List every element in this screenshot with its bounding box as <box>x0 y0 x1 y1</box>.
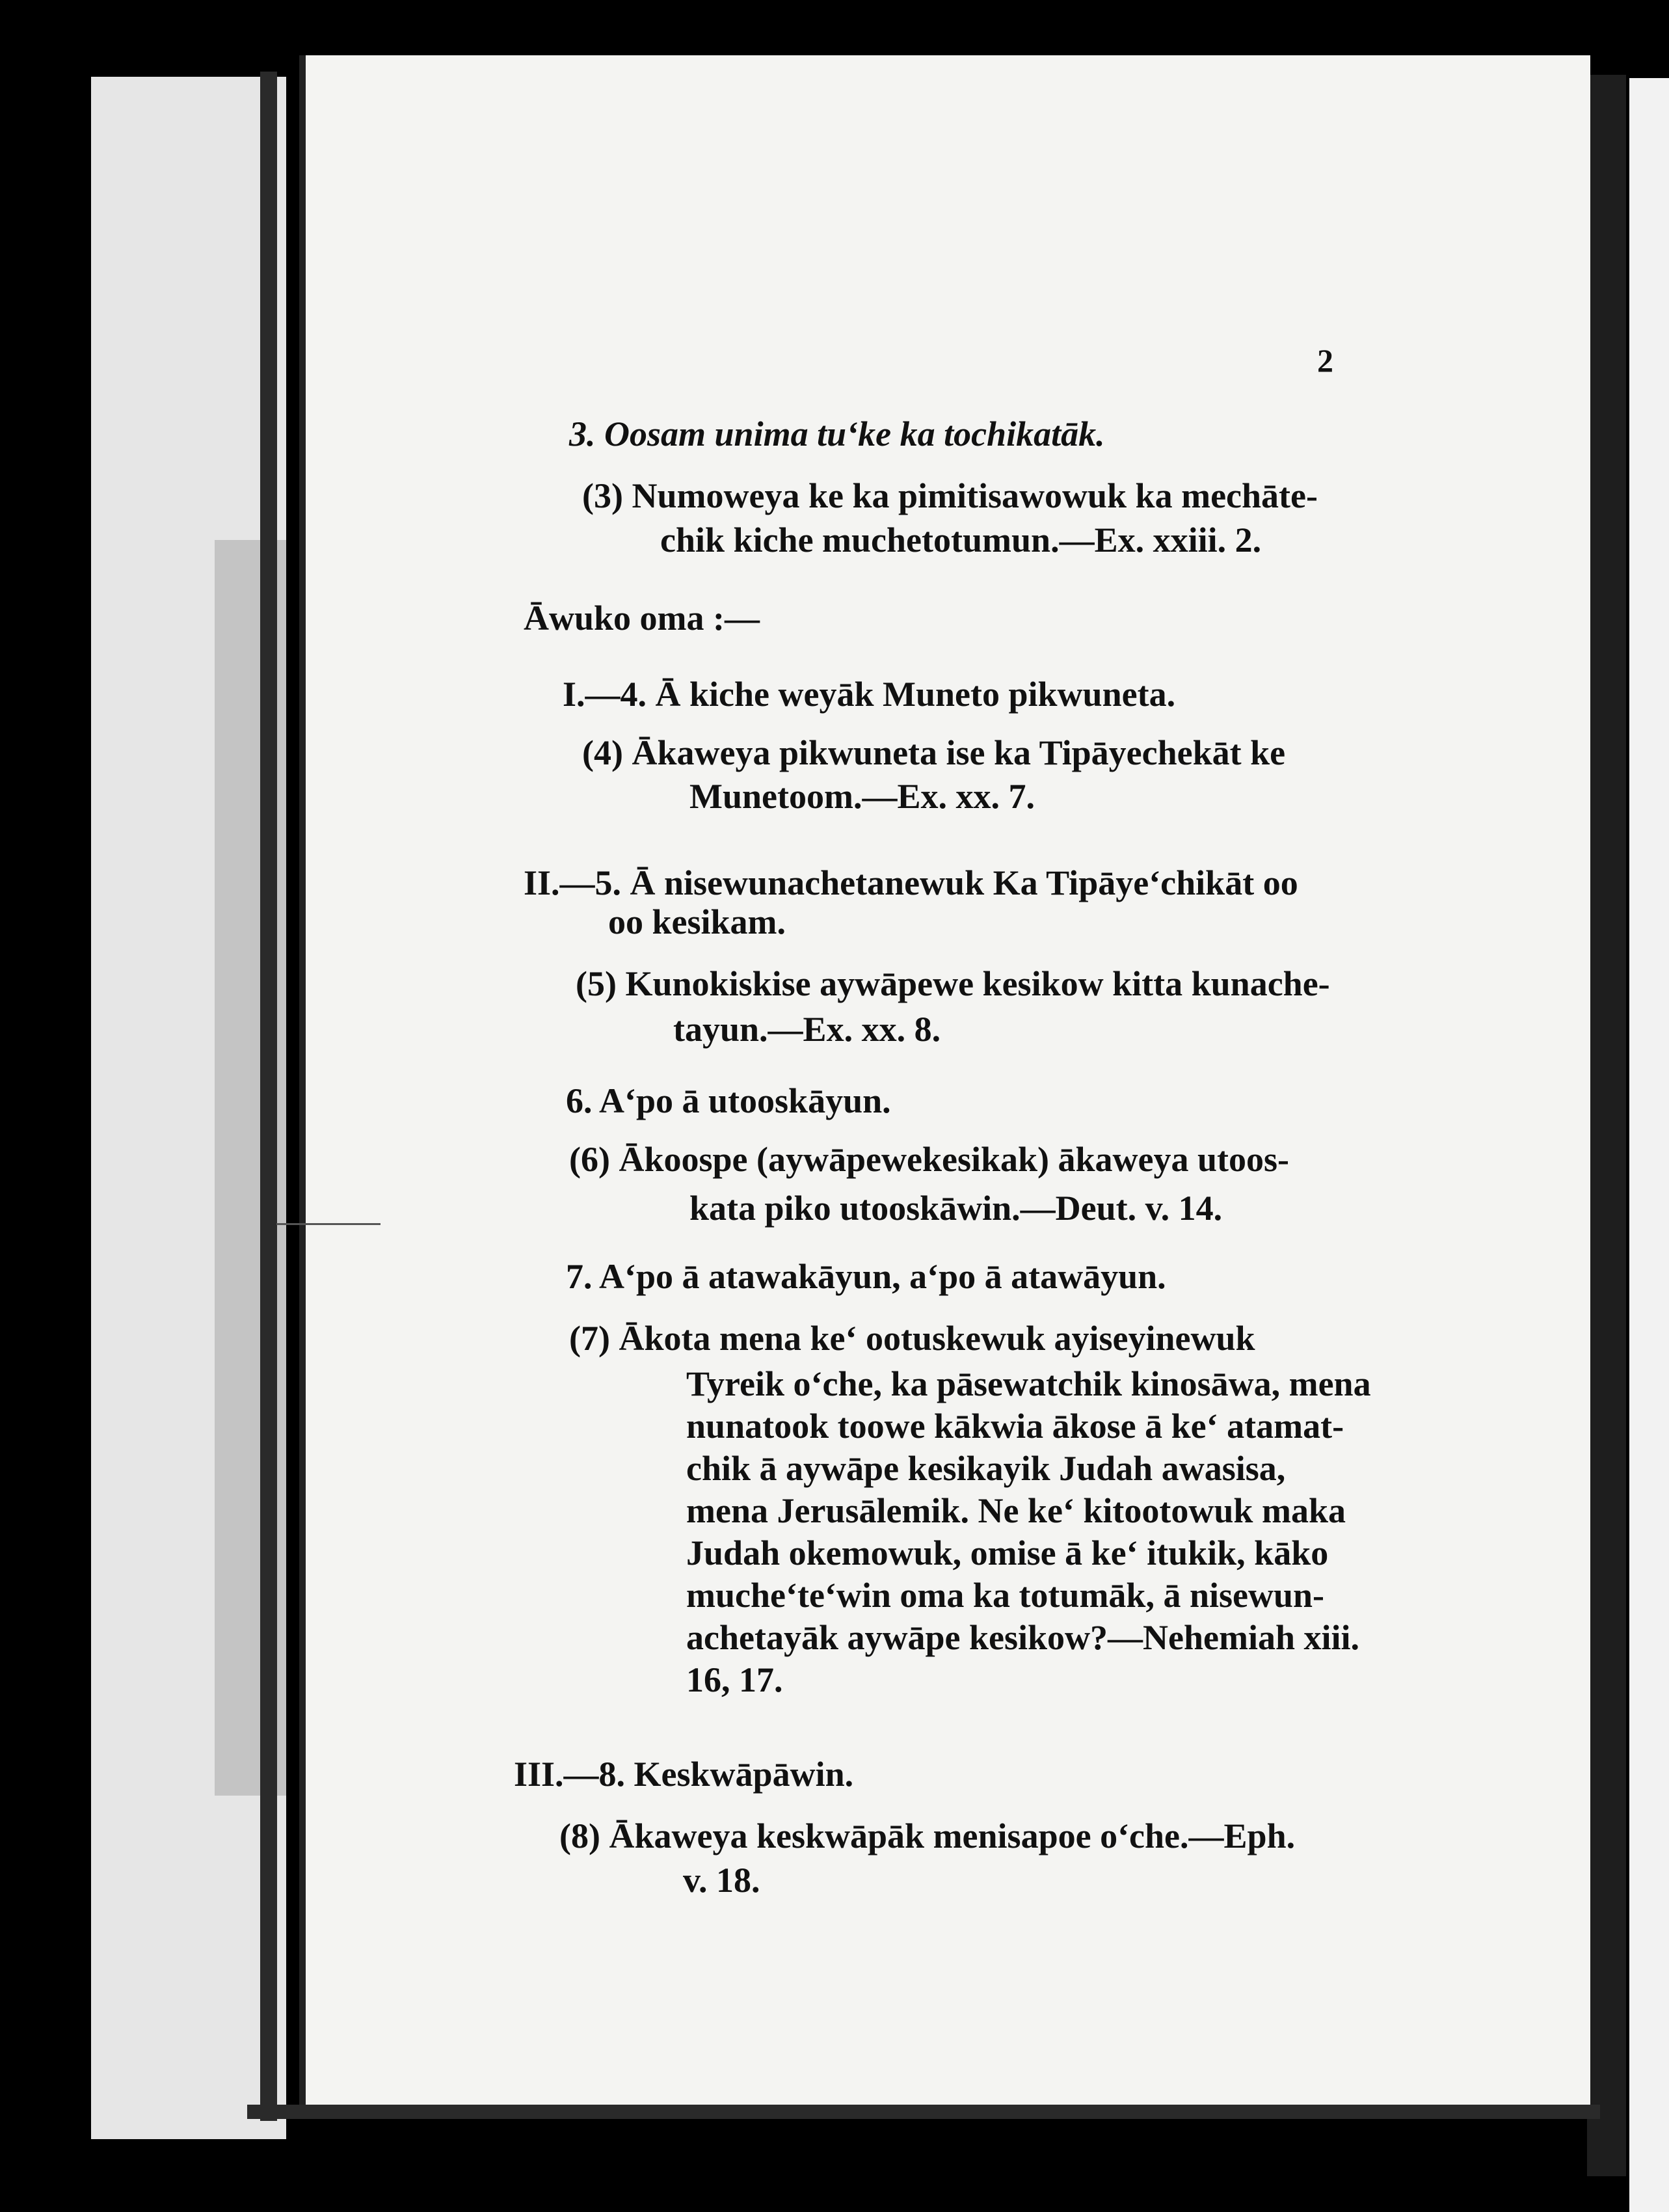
text-line-17: Tyreik o‘che, ka pāsewatchik kinosāwa, mena <box>686 1364 1371 1403</box>
page-bottom-edge <box>247 2105 1600 2119</box>
text-line-24: 16, 17. <box>686 1660 783 1699</box>
text-line-10: (5) Kunokiskise aywāpewe kesikow kitta kunache- <box>576 964 1330 1003</box>
text-line-9: oo kesikam. <box>608 902 786 941</box>
text-line-1: 3. Oosam unima tu‘ke ka tochikatāk. <box>569 414 1105 453</box>
page-number: 2 <box>1317 342 1333 379</box>
book-edge <box>260 72 277 2121</box>
text-line-18: nunatook toowe kākwia ākose ā ke‘ atamat- <box>686 1407 1344 1446</box>
text-line-14: kata piko utooskāwin.—Deut. v. 14. <box>689 1189 1223 1228</box>
text-line-11: tayun.—Ex. xx. 8. <box>673 1010 941 1049</box>
text-line-12: 6. A‘po ā utooskāyun. <box>566 1081 891 1120</box>
text-line-4: Āwuko oma :— <box>524 599 760 638</box>
text-line-13: (6) Ākoospe (aywāpewekesikak) ākaweya utoos- <box>569 1140 1290 1179</box>
text-line-22: muche‘te‘win oma ka totumāk, ā nisewun- <box>686 1576 1325 1615</box>
text-line-5: I.—4. Ā kiche weyāk Muneto pikwuneta. <box>563 675 1176 714</box>
text-line-7: Munetoom.—Ex. xx. 7. <box>689 777 1035 816</box>
text-line-26: (8) Ākaweya keskwāpāk menisapoe o‘che.—Eph. <box>559 1816 1296 1855</box>
text-line-16: (7) Ākota mena ke‘ ootuskewuk ayiseyinewuk <box>569 1319 1255 1358</box>
text-line-19: chik ā aywāpe kesikayik Judah awasisa, <box>686 1449 1286 1488</box>
text-line-21: Judah okemowuk, omise ā ke‘ itukik, kāko <box>686 1533 1329 1572</box>
text-line-6: (4) Ākaweya pikwuneta ise ka Tipāyechekāt ke <box>582 733 1286 772</box>
text-line-8: II.—5. Ā nisewunachetanewuk Ka Tipāye‘chikāt oo <box>524 863 1298 902</box>
text-line-15: 7. A‘po ā atawakāyun, a‘po ā atawāyun. <box>566 1257 1166 1296</box>
document-page <box>299 55 1590 2105</box>
text-line-2: (3) Numoweya ke ka pimitisawowuk ka mechāte- <box>582 476 1318 515</box>
facing-page-sliver <box>1629 78 1669 2212</box>
text-line-20: mena Jerusālemik. Ne ke‘ kitootowuk maka <box>686 1491 1346 1530</box>
book-gutter <box>1587 75 1626 2176</box>
text-line-3: chik kiche muchetotumun.—Ex. xxiii. 2. <box>660 520 1262 560</box>
margin-dash-mark <box>276 1223 381 1225</box>
text-line-27: v. 18. <box>683 1861 760 1900</box>
text-line-25: III.—8. Keskwāpāwin. <box>514 1755 854 1794</box>
text-line-23: achetayāk aywāpe kesikow?—Nehemiah xiii. <box>686 1618 1360 1657</box>
